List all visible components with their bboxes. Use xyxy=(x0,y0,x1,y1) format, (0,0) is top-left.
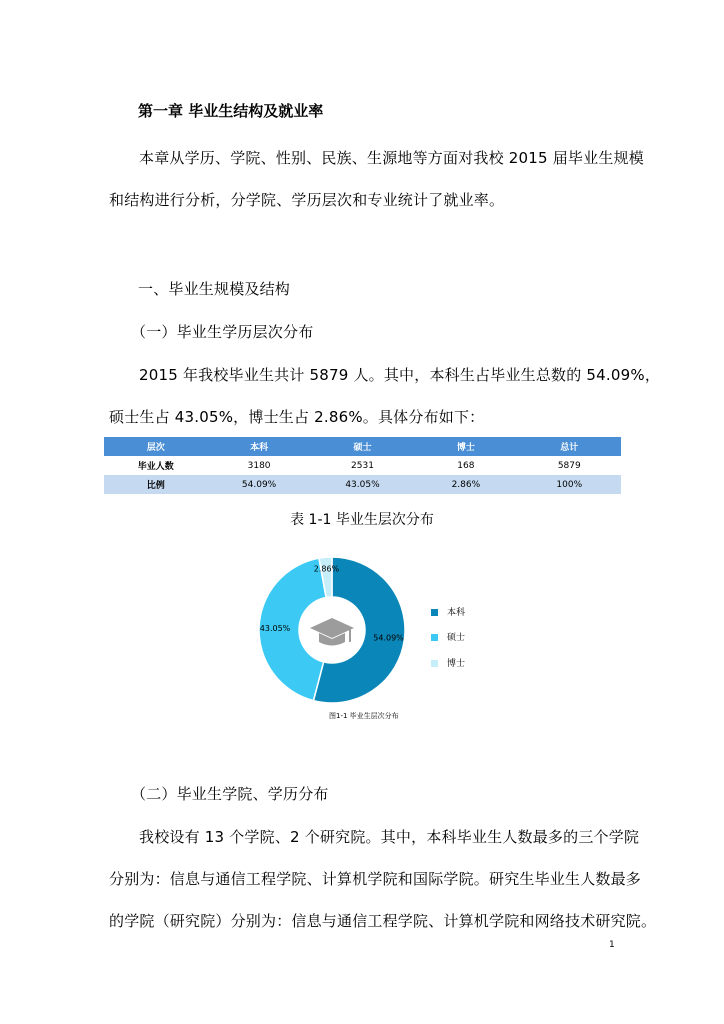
data-label-bachelor: 54.09% xyxy=(373,633,404,643)
table-header-cell: 本科 xyxy=(207,437,310,456)
table-row-header: 比例 xyxy=(104,475,207,494)
page-number: 1 xyxy=(609,940,615,950)
legend-item-master xyxy=(431,630,465,643)
legend-swatch xyxy=(431,634,438,641)
data-label-doctor: 2.86% xyxy=(313,564,340,574)
distribution-table xyxy=(104,437,621,494)
subsection-heading-1: （一）毕业生学历层次分布 xyxy=(131,323,314,341)
donut-chart xyxy=(250,550,420,710)
data-label-master: 43.05% xyxy=(259,623,291,633)
table-header-row xyxy=(104,437,621,456)
table-header-cell: 博士 xyxy=(414,437,517,456)
graduation-cap-icon xyxy=(310,618,354,646)
college-paragraph-line-3: 的学院（研究院）分别为：信息与通信工程学院、计算机学院和网络技术研究院。 xyxy=(109,912,657,930)
table-cell: 54.09% xyxy=(207,475,310,494)
table-cell: 168 xyxy=(414,456,517,475)
college-paragraph-line-1: 我校设有 13 个学院、2 个研究院。其中，本科毕业生人数最多的三个学院 xyxy=(139,828,640,846)
figure-caption: 图1-1 毕业生层次分布 xyxy=(329,712,399,720)
table-row-header: 毕业人数 xyxy=(104,456,207,475)
table-cell: 100% xyxy=(518,475,621,494)
legend-swatch xyxy=(431,609,438,616)
table-cell: 2.86% xyxy=(414,475,517,494)
intro-paragraph-line-1: 本章从学历、学院、性别、民族、生源地等方面对我校 2015 届毕业生规模 xyxy=(139,149,644,167)
table-caption: 表 1-1 毕业生层次分布 xyxy=(290,512,434,528)
college-paragraph-line-2: 分别为：信息与通信工程学院、计算机学院和国际学院。研究生毕业生人数最多 xyxy=(109,870,642,888)
table-cell: 3180 xyxy=(207,456,310,475)
legend-item-doctor xyxy=(431,656,465,669)
table-cell: 43.05% xyxy=(311,475,414,494)
table-header-cell: 硕士 xyxy=(311,437,414,456)
legend-label: 博士 xyxy=(447,659,466,669)
legend-label: 本科 xyxy=(447,608,466,618)
table-header-cell: 总计 xyxy=(518,437,621,456)
stat-paragraph-line-1: 2015 年我校毕业生共计 5879 人。其中，本科生占毕业生总数的 54.09%， xyxy=(139,366,661,384)
legend-item-bachelor xyxy=(431,605,465,618)
table-row xyxy=(104,456,621,475)
legend-swatch xyxy=(431,660,438,667)
intro-paragraph-line-2: 和结构进行分析，分学院、学历层次和专业统计了就业率。 xyxy=(109,191,505,209)
table-row xyxy=(104,475,621,494)
table-cell: 2531 xyxy=(311,456,414,475)
chapter-title: 第一章 毕业生结构及就业率 xyxy=(138,102,324,120)
table-header-cell: 层次 xyxy=(104,437,207,456)
subsection-heading-2: （二）毕业生学院、学历分布 xyxy=(131,785,329,803)
legend-label: 硕士 xyxy=(447,633,466,643)
table-cell: 5879 xyxy=(518,456,621,475)
stat-paragraph-line-2: 硕士生占 43.05%，博士生占 2.86%。具体分布如下： xyxy=(109,408,485,426)
section-heading: 一、毕业生规模及结构 xyxy=(138,280,291,298)
